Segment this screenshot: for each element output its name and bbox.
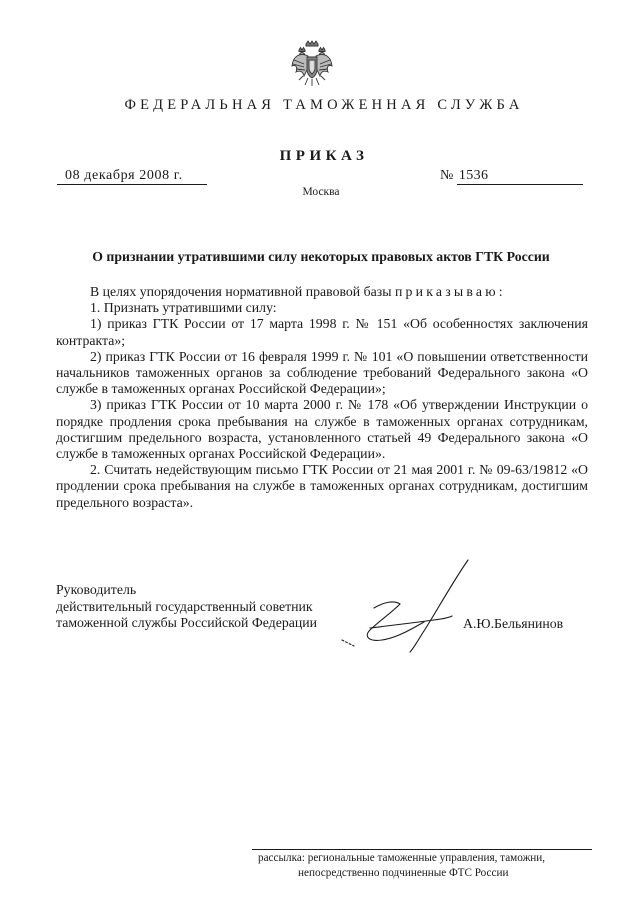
preamble-paragraph bbox=[56, 284, 588, 300]
document-number bbox=[440, 168, 588, 185]
number-label: № bbox=[440, 168, 454, 183]
item-2: 2. Считать недействующим письмо ГТК России от 21 мая 2001 г. № 09-63/19812 «О продлении срока пребывания на службе в таможенных органах сотрудникам, достигшим предельного возраста». bbox=[56, 462, 588, 510]
double-headed-eagle-emblem-icon bbox=[290, 38, 334, 88]
distribution-divider bbox=[252, 849, 592, 850]
item-1-2: 2) приказ ГТК России от 16 февраля 1999 г. № 101 «О повышении ответственности начальников таможенных органов за соблюдение требований Федерального закона «О службе в таможенных органах Российской Федерации»; bbox=[56, 348, 588, 397]
distribution-list bbox=[252, 851, 592, 880]
item-1-intro: 1. Признать утратившими силу: bbox=[90, 300, 277, 316]
document-subject: О признании утратившими силу некоторых правовых актов ГТК России bbox=[92, 249, 550, 264]
signer-name: А.Ю.Бельянинов bbox=[463, 616, 564, 631]
distribution-line-2: непосредственно подчиненные ФТС России bbox=[298, 866, 509, 879]
preamble-text: В целях упорядочения нормативной правовой базы bbox=[90, 284, 392, 299]
number-value: 1536 bbox=[457, 168, 583, 185]
signatory-line-1: Руководитель bbox=[56, 582, 137, 597]
document-city: Москва bbox=[302, 186, 340, 198]
agency-title: ФЕДЕРАЛЬНАЯ ТАМОЖЕННАЯ СЛУЖБА bbox=[124, 97, 524, 113]
document-date: 08 декабря 2008 г. bbox=[57, 168, 207, 185]
item-1-3: 3) приказ ГТК России от 10 марта 2000 г. № 178 «Об утверждении Инструкции о порядке продления срока пребывания на службе в таможенных органах сотрудникам, достигшим предельного возраста, установленного статьей 49 Федерального закона «О службе в таможенных органах Российской Федерации». bbox=[56, 397, 588, 462]
signatory-line-2: действительный государственный советник bbox=[56, 598, 313, 614]
signatory-position bbox=[56, 582, 356, 632]
distribution-line-1: рассылка: региональные таможенные управления, таможни, bbox=[258, 852, 546, 864]
handwritten-signature-icon bbox=[330, 556, 480, 660]
document-body bbox=[56, 284, 588, 511]
item-1-1: 1) приказ ГТК России от 17 марта 1998 г. № 151 «Об особенностях заключения контракта»; bbox=[56, 316, 588, 348]
preamble-order-word: приказываю: bbox=[394, 284, 506, 299]
signatory-line-3: таможенной службы Российской Федерации bbox=[56, 615, 317, 630]
document-type-title: ПРИКАЗ bbox=[279, 148, 369, 164]
